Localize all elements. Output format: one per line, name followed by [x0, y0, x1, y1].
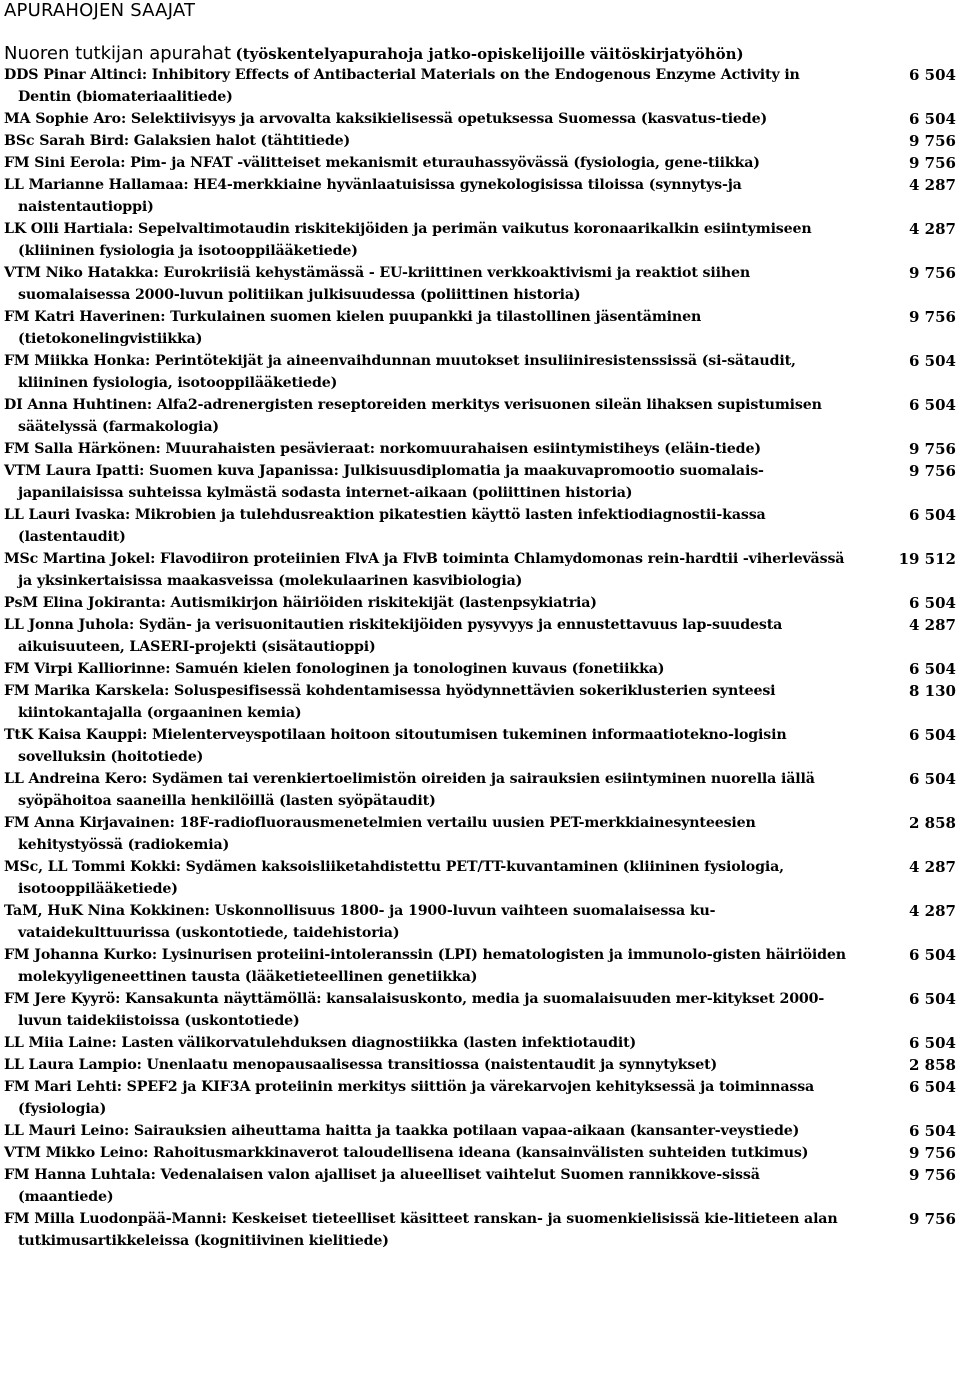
grant-entry: [4, 548, 956, 592]
grant-entry-amount: 9 756: [909, 154, 956, 172]
grant-entry-amount: 6 504: [909, 1078, 956, 1096]
grant-entry: [4, 1076, 956, 1120]
grant-entry: [4, 504, 956, 548]
grant-entry: [4, 944, 956, 988]
grant-entry-text: FM Milla Luodonpää-Manni: Keskeiset tieteelliset käsitteet ranskan- ja suomenkielisissä kie-litieteen alan tutkimusartikkeleissa (kognitiivinen kielitiede): [4, 1211, 838, 1249]
grant-entry-text: LK Olli Hartiala: Sepelvaltimotaudin riskitekijöiden ja perimän vaikutus koronaarikalkin esiintymiseen (kliininen fysiologia ja isotooppilääketiede): [4, 221, 812, 259]
grant-entry-text: MA Sophie Aro: Selektiivisyys ja arvovalta kaksikielisessä opetuksessa Suomessa (kasvatus-tiede): [4, 111, 768, 127]
grant-entry: [4, 460, 956, 504]
grant-entry-amount: 4 287: [909, 176, 956, 194]
grant-entry: [4, 1164, 956, 1208]
grant-entry-text: FM Hanna Luhtala: Vedenalaisen valon ajalliset ja alueelliset vaihtelut Suomen rannikkove-sissä (maantiede): [4, 1167, 760, 1205]
grant-entry-amount: 6 504: [909, 946, 956, 964]
grant-entry: [4, 108, 956, 130]
grant-entry-text: LL Lauri Ivaska: Mikrobien ja tulehdusreaktion pikatestien käyttö lasten infektiodiagnostii-kassa (lastentaudit): [4, 507, 766, 545]
grant-recipient-list: [4, 64, 956, 1252]
grant-entry-amount: 6 504: [909, 396, 956, 414]
grant-entry: [4, 1120, 956, 1142]
grant-entry-text: TtK Kaisa Kauppi: Mielenterveyspotilaan hoitoon sitoutumisen tukeminen informaatiotekno-logisin sovelluksin (hoitotiede): [4, 727, 787, 765]
grant-entry-text: MSc, LL Tommi Kokki: Sydämen kaksoisliiketahdistettu PET/TT-kuvantaminen (kliininen fysiologia, isotooppilääketiede): [4, 859, 784, 897]
grant-entry-amount: 4 287: [909, 902, 956, 920]
grant-entry-text: DI Anna Huhtinen: Alfa2-adrenergisten reseptoreiden merkitys verisuonen sileän lihaksen supistumisen säätelyssä (farmakologia): [4, 397, 822, 435]
grant-entry-amount: 6 504: [909, 726, 956, 744]
grant-entry-amount: 19 512: [898, 550, 956, 568]
grant-entry-amount: 9 756: [909, 308, 956, 326]
grant-entry-amount: 6 504: [909, 594, 956, 612]
section-heading: Nuoren tutkijan apurahat: [4, 43, 231, 64]
grant-entry: [4, 658, 956, 680]
grant-entry-text: FM Virpi Kalliorinne: Samuén kielen fonologinen ja tonologinen kuvaus (fonetiikka): [4, 661, 665, 677]
grant-entry-text: FM Mari Lehti: SPEF2 ja KIF3A proteiinin merkitys siittiön ja värekarvojen kehityksessä ja toiminnassa (fysiologia): [4, 1079, 815, 1117]
grant-entry-amount: 6 504: [909, 660, 956, 678]
section-subheading: (työskentelyapurahoja jatko-opiskelijoille väitöskirjatyöhön): [235, 45, 744, 63]
grant-entry-amount: 9 756: [909, 1166, 956, 1184]
document-title: APURAHOJEN SAAJAT: [4, 0, 196, 21]
grant-entry-amount: 9 756: [909, 440, 956, 458]
grant-entry-amount: 6 504: [909, 1122, 956, 1140]
grant-entry-amount: 4 287: [909, 616, 956, 634]
grant-entry-text: LL Andreina Kero: Sydämen tai verenkiertoelimistön oireiden ja sairauksien esiintyminen nuorella iällä syöpähoitoa saaneilla henkilöillä (lasten syöpätaudit): [4, 771, 815, 809]
grant-entry: [4, 1208, 956, 1252]
grant-entry: [4, 724, 956, 768]
grant-entry-text: PsM Elina Jokiranta: Autismikirjon häiriöiden riskitekijät (lastenpsykiatria): [4, 595, 597, 611]
grant-entry-text: DDS Pinar Altinci: Inhibitory Effects of Antibacterial Materials on the Endogenous Enzyme Activity in Dentin (biomateriaalitiede): [4, 67, 800, 105]
grant-entry-amount: 2 858: [909, 814, 956, 832]
grant-entry-text: FM Johanna Kurko: Lysinurisen proteiini-intoleranssin (LPI) hematologisten ja immunolo-gisten häiriöiden molekyyligeneettinen tausta (lääketieteellinen genetiikka): [4, 947, 846, 985]
grant-entry: [4, 130, 956, 152]
grant-entry: [4, 1032, 956, 1054]
grant-entry-amount: 9 756: [909, 132, 956, 150]
grant-entry-amount: 6 504: [909, 110, 956, 128]
grant-entry: [4, 152, 956, 174]
grant-entry-text: TaM, HuK Nina Kokkinen: Uskonnollisuus 1800- ja 1900-luvun vaihteen suomalaisessa ku-vataidekulttuurissa (uskontotiede, taidehistoria): [4, 903, 716, 941]
grant-entry: [4, 900, 956, 944]
grant-entry: [4, 262, 956, 306]
grant-entry: [4, 174, 956, 218]
grant-entry-text: FM Katri Haverinen: Turkulainen suomen kielen puupankki ja tilastollinen jäsentäminen (tietokonelingvistiikka): [4, 309, 702, 347]
grant-entry: [4, 812, 956, 856]
grant-entry-text: FM Marika Karskela: Soluspesifisessä kohdentamisessa hyödynnettävien sokeriklusterien synteesi kiintokantajalla (orgaaninen kemia): [4, 683, 776, 721]
grant-entry-amount: 4 287: [909, 858, 956, 876]
grant-entry: [4, 988, 956, 1032]
grant-entry-text: BSc Sarah Bird: Galaksien halot (tähtitiede): [4, 133, 351, 149]
grant-entry-text: LL Laura Lampio: Unenlaatu menopausaalisessa transitiossa (naistentaudit ja synnytykset): [4, 1057, 718, 1073]
grant-entry-text: VTM Mikko Leino: Rahoitusmarkkinaverot taloudellisena ideana (kansainvälisten suhteiden tutkimus): [4, 1145, 809, 1161]
grant-entry-amount: 6 504: [909, 770, 956, 788]
grant-entry: [4, 438, 956, 460]
grant-entry-amount: 6 504: [909, 1034, 956, 1052]
section-heading-row: [4, 42, 956, 64]
grant-entry: [4, 350, 956, 394]
grant-entry-amount: 9 756: [909, 1144, 956, 1162]
grant-entry: [4, 614, 956, 658]
grant-entry: [4, 394, 956, 438]
grant-entry: [4, 768, 956, 812]
grant-entry-text: FM Sini Eerola: Pim- ja NFAT -välitteiset mekanismit eturauhassyövässä (fysiologia, gene-tiikka): [4, 155, 760, 171]
grant-entry-text: VTM Niko Hatakka: Eurokriisiä kehystämässä - EU-kriittinen verkkoaktivismi ja reaktiot siihen suomalaisessa 2000-luvun politiikan julkisuudessa (poliittinen historia): [4, 265, 751, 303]
grant-entry-amount: 6 504: [909, 352, 956, 370]
grant-entry-amount: 9 756: [909, 264, 956, 282]
grant-entry-amount: 6 504: [909, 506, 956, 524]
grant-entry: [4, 64, 956, 108]
grant-entry-text: LL Jonna Juhola: Sydän- ja verisuonitautien riskitekijöiden pysyvyys ja ennustettavuus lap-suudesta aikuisuuteen, LASERI-projekti (sisätautioppi): [4, 617, 783, 655]
grant-entry-amount: 2 858: [909, 1056, 956, 1074]
document-page: [4, 0, 956, 1252]
grant-entry-text: FM Salla Härkönen: Muurahaisten pesävieraat: norkomuurahaisen esiintymistiheys (eläin-tiede): [4, 441, 761, 457]
grant-entry-text: LL Miia Laine: Lasten välikorvatulehduksen diagnostiikka (lasten infektiotaudit): [4, 1035, 637, 1051]
grant-entry-text: FM Miikka Honka: Perintötekijät ja aineenvaihdunnan muutokset insuliiniresistenssissä (si-sätaudit, kliininen fysiologia, isotooppilääketiede): [4, 353, 796, 391]
grant-entry: [4, 306, 956, 350]
grant-entry-text: MSc Martina Jokel: Flavodiiron proteiinien FlvA ja FlvB toiminta Chlamydomonas rein-hardtii -viherlevässä ja yksinkertaisissa maakasveissa (molekulaarinen kasvibiologia): [4, 551, 845, 589]
grant-entry-amount: 9 756: [909, 1210, 956, 1228]
grant-entry-amount: 6 504: [909, 990, 956, 1008]
grant-entry-text: FM Jere Kyyrö: Kansakunta näyttämöllä: kansalaisuskonto, media ja suomalaisuuden mer-kitykset 2000-luvun taidekiistoissa (uskontotiede): [4, 991, 825, 1029]
grant-entry-amount: 8 130: [909, 682, 956, 700]
grant-entry-amount: 4 287: [909, 220, 956, 238]
grant-entry-text: VTM Laura Ipatti: Suomen kuva Japanissa: Julkisuusdiplomatia ja maakuvapromootio suomalais-japanilaisissa suhteissa kylmästä sodasta internet-aikaan (poliittinen historia): [4, 463, 764, 501]
grant-entry: [4, 1142, 956, 1164]
grant-entry-amount: 9 756: [909, 462, 956, 480]
grant-entry-text: FM Anna Kirjavainen: 18F-radiofluorausmenetelmien vertailu uusien PET-merkkiainesynteesien kehitystyössä (radiokemia): [4, 815, 756, 853]
grant-entry-text: LL Mauri Leino: Sairauksien aiheuttama haitta ja taakka potilaan vapaa-aikaan (kansanter-veystiede): [4, 1123, 800, 1139]
grant-entry: [4, 592, 956, 614]
grant-entry: [4, 680, 956, 724]
grant-entry: [4, 1054, 956, 1076]
grant-entry: [4, 218, 956, 262]
grant-entry: [4, 856, 956, 900]
grant-entry-text: LL Marianne Hallamaa: HE4-merkkiaine hyvänlaatuisissa gynekologisissa tiloissa (synnytys-ja naistentautioppi): [4, 177, 742, 215]
grant-entry-amount: 6 504: [909, 66, 956, 84]
